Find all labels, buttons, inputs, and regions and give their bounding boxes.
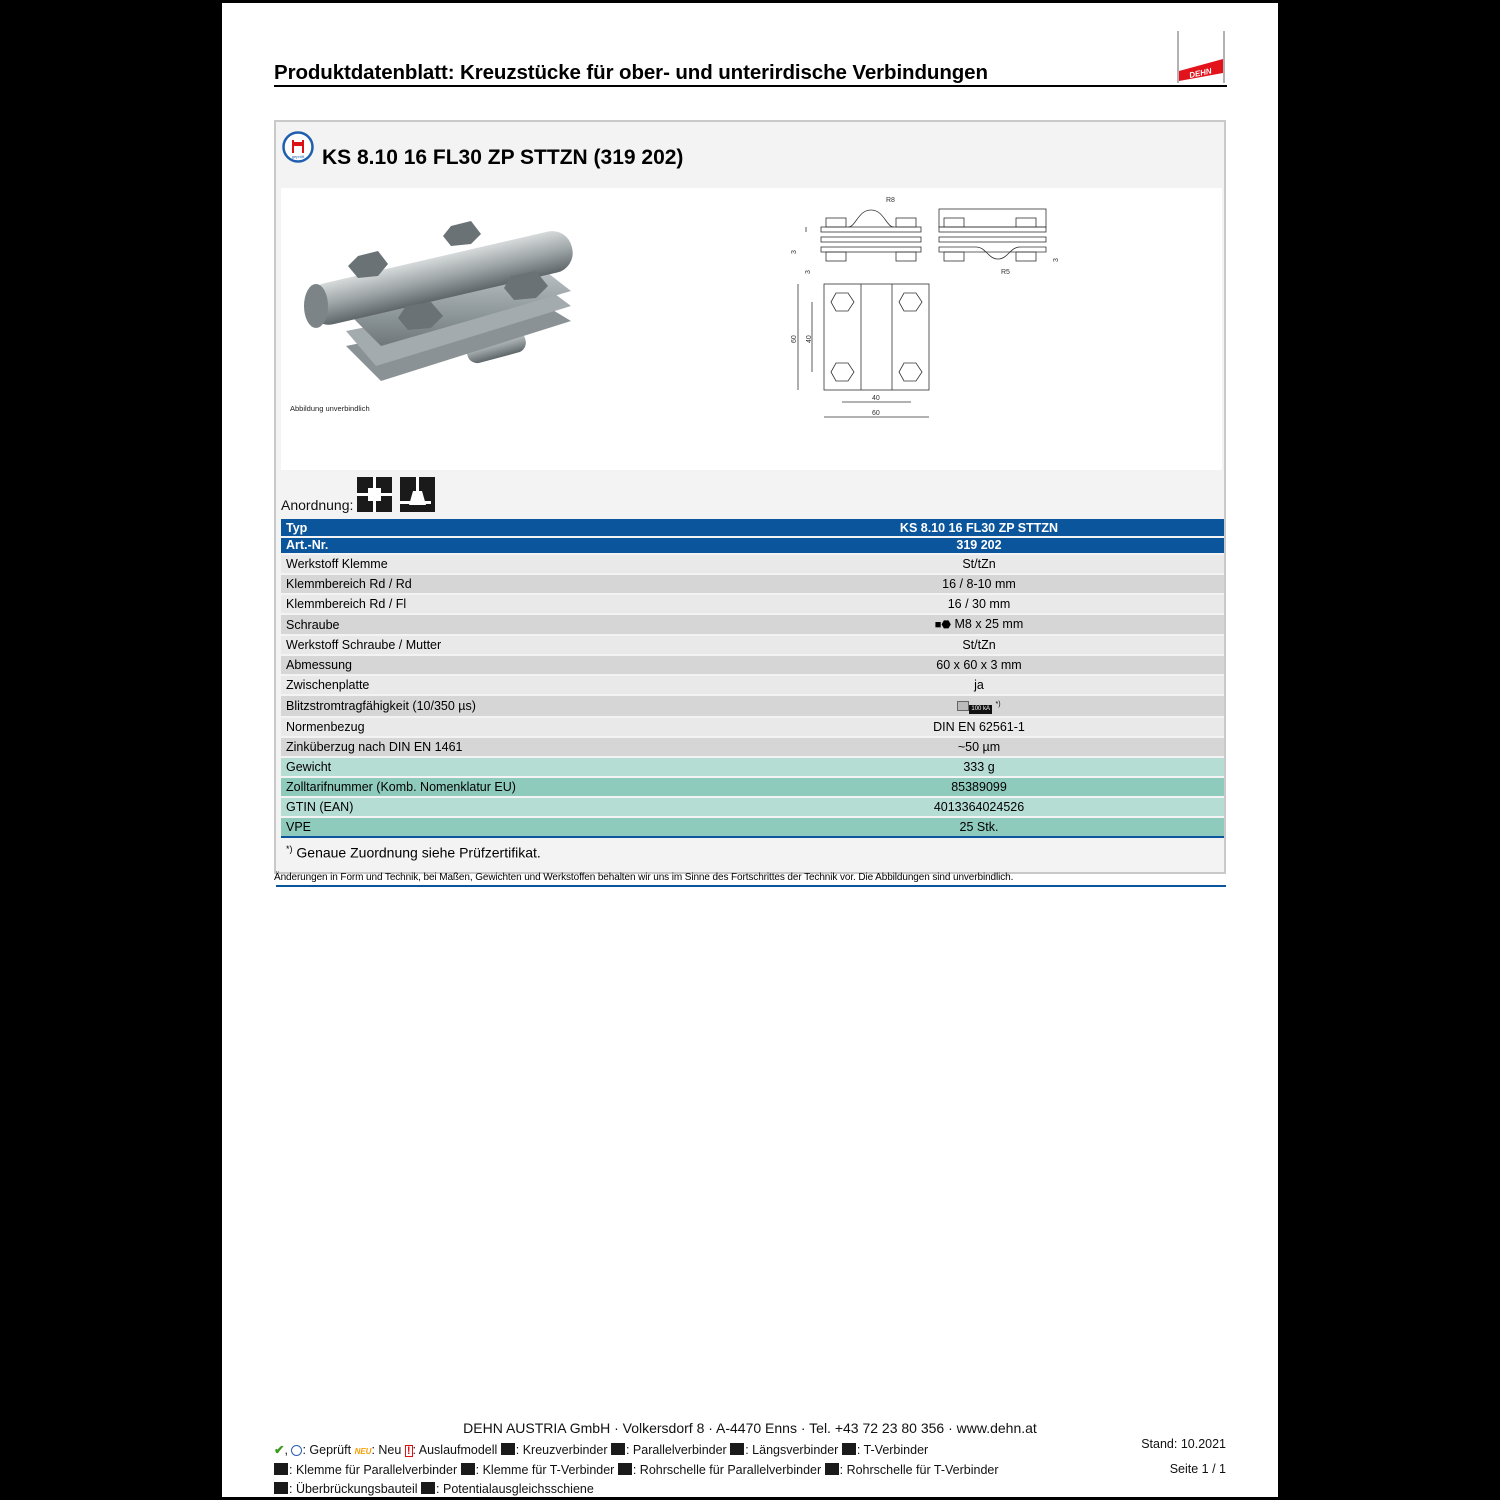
row-label: Werkstoff Klemme <box>281 555 734 573</box>
svg-text:DEHN: DEHN <box>1188 66 1213 80</box>
disclaimer: Änderungen in Form und Technik, bei Maßen, Gewichten und Werkstoffen behalten wir uns im Sinne des Fortschrittes der Technik vor. Die Abbildungen sind unverbindlich. <box>274 872 1014 883</box>
svg-text:40: 40 <box>872 395 880 402</box>
row-value: 100 kA *) <box>734 696 1224 716</box>
discontinued-icon: ! <box>406 1445 411 1457</box>
table-row <box>281 778 1224 796</box>
dehn-logo <box>1175 31 1227 85</box>
row-label: Zinküberzug nach DIN EN 1461 <box>281 738 734 756</box>
cross-connector-icon <box>501 1443 515 1455</box>
row-value: 25 Stk. <box>734 818 1224 838</box>
check-icon: ✔ <box>274 1443 285 1457</box>
legend-line-2: : Klemme für Parallelverbinder : Klemme für T-Verbinder : Rohrschelle für Parallelverbinder : Rohrschelle für T-Verbinder <box>274 1463 999 1477</box>
table-row <box>281 718 1224 736</box>
row-label: Klemmbereich Rd / Fl <box>281 595 734 613</box>
header-value: 319 202 <box>734 538 1224 553</box>
row-label: VPE <box>281 818 734 838</box>
arrangement-label: Anordnung: <box>281 497 354 513</box>
row-value: 4013364024526 <box>734 798 1224 816</box>
table-row <box>281 676 1224 694</box>
row-value: ■⬣ M8 x 25 mm <box>734 615 1224 634</box>
header-value: KS 8.10 16 FL30 ZP STTZN <box>734 519 1224 536</box>
t-connection-icon <box>400 477 435 512</box>
cross-connection-icon <box>357 477 392 512</box>
table-row <box>281 555 1224 573</box>
svg-text:3: 3 <box>1053 258 1060 262</box>
table-row <box>281 615 1224 634</box>
product-image-area <box>281 188 1222 470</box>
svg-text:40: 40 <box>806 335 813 343</box>
product-title: KS 8.10 16 FL30 ZP STTZN (319 202) <box>322 146 684 169</box>
spec-table <box>281 517 1224 840</box>
row-label: Zolltarifnummer (Komb. Nomenklatur EU) <box>281 778 734 796</box>
row-value: 16 / 30 mm <box>734 595 1224 613</box>
title-underline <box>274 85 1227 87</box>
svg-text:60: 60 <box>872 410 880 417</box>
row-value: 16 / 8-10 mm <box>734 575 1224 593</box>
table-header-row <box>281 538 1224 553</box>
row-label: Blitzstromtragfähigkeit (10/350 µs) <box>281 696 734 716</box>
page-number: Seite 1 / 1 <box>1169 1462 1226 1476</box>
clamp-parallel-icon <box>274 1463 288 1475</box>
row-value: 85389099 <box>734 778 1224 796</box>
arrangement-icons <box>357 477 435 512</box>
bridging-component-icon <box>274 1482 288 1494</box>
header-label: Typ <box>281 519 734 536</box>
photo-caption: Abbildung unverbindlich <box>290 404 370 413</box>
screw-head-icon: ■ <box>934 619 942 631</box>
row-label: Schraube <box>281 615 734 634</box>
row-value: ~50 µm <box>734 738 1224 756</box>
datasheet-page <box>222 3 1278 1497</box>
product-photo <box>286 196 586 396</box>
svg-text:geprüft: geprüft <box>291 154 305 159</box>
tested-badge-icon <box>282 131 314 163</box>
table-row <box>281 656 1224 674</box>
hex-nut-icon: ⬣ <box>941 619 951 631</box>
product-card <box>274 120 1226 874</box>
table-header-row <box>281 519 1224 536</box>
svg-text:R5: R5 <box>1001 269 1010 276</box>
clamp-t-icon <box>461 1463 475 1475</box>
page-title: Produktdatenblatt: Kreuzstücke für ober- und unterirdische Verbindungen <box>274 61 988 84</box>
row-value: ja <box>734 676 1224 694</box>
table-row <box>281 818 1224 838</box>
row-value: St/tZn <box>734 636 1224 654</box>
row-label: GTIN (EAN) <box>281 798 734 816</box>
row-value: 60 x 60 x 3 mm <box>734 656 1224 674</box>
company-address: DEHN AUSTRIA GmbH · Volkersdorf 8 · A-4470 Enns · Tel. +43 72 23 80 356 · www.dehn.at <box>463 1420 1037 1436</box>
pipe-clamp-t-icon <box>825 1463 839 1475</box>
svg-text:3: 3 <box>791 250 798 254</box>
t-connector-icon <box>842 1443 856 1455</box>
technical-drawing <box>776 192 1066 432</box>
row-label: Zwischenplatte <box>281 676 734 694</box>
table-row <box>281 575 1224 593</box>
new-badge-icon: NEU <box>354 1447 372 1456</box>
table-row <box>281 798 1224 816</box>
row-label: Werkstoff Schraube / Mutter <box>281 636 734 654</box>
table-row <box>281 595 1224 613</box>
tested-clock-icon <box>291 1445 302 1456</box>
iimp-badge-icon <box>957 701 969 711</box>
svg-text:60: 60 <box>791 335 798 343</box>
table-row <box>281 738 1224 756</box>
longitudinal-connector-icon <box>730 1443 744 1455</box>
svg-text:R8: R8 <box>886 197 895 204</box>
header-label: Art.-Nr. <box>281 538 734 553</box>
revision-date: Stand: 10.2021 <box>1141 1437 1226 1451</box>
table-row <box>281 758 1224 776</box>
legend-line-1: ✔, : Geprüft NEU: Neu ! : Auslaufmodell : Kreuzverbinder : Parallelverbinder : Längsverbinder : T-Verbinder <box>274 1443 929 1457</box>
row-label: Gewicht <box>281 758 734 776</box>
svg-text:3: 3 <box>805 270 812 274</box>
legend-line-3: : Überbrückungsbauteil : Potentialausgleichsschiene <box>274 1482 594 1496</box>
disclaimer-rule <box>276 885 1226 887</box>
row-value: DIN EN 62561-1 <box>734 718 1224 736</box>
footnote: *) Genaue Zuordnung siehe Prüfzertifikat. <box>286 844 541 861</box>
row-label: Abmessung <box>281 656 734 674</box>
table-row <box>281 696 1224 716</box>
equipotential-bar-icon <box>421 1482 435 1494</box>
row-value: St/tZn <box>734 555 1224 573</box>
row-value: 333 g <box>734 758 1224 776</box>
pipe-clamp-parallel-icon <box>618 1463 632 1475</box>
row-label: Klemmbereich Rd / Rd <box>281 575 734 593</box>
row-label: Normenbezug <box>281 718 734 736</box>
parallel-connector-icon <box>611 1443 625 1455</box>
table-row <box>281 636 1224 654</box>
